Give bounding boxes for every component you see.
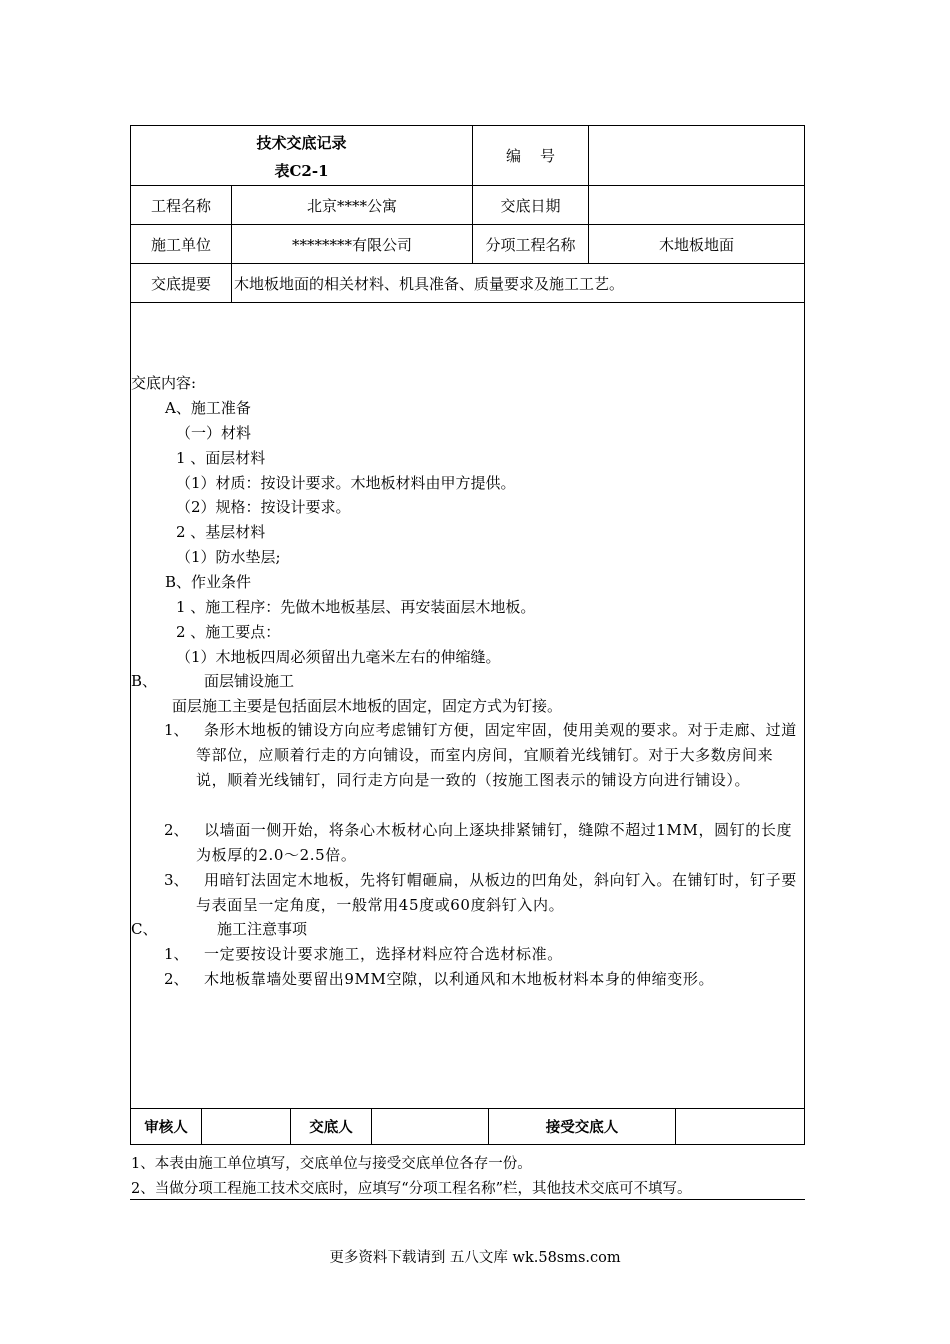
form-number: 表C2-1 (274, 161, 329, 180)
serial-label: 编 号 (505, 147, 556, 165)
item-number: 3、 (164, 871, 189, 889)
summary-label: 交底提要 (150, 274, 211, 293)
item-text: 一定要按设计要求施工，选择材料应符合选材标准。 (204, 945, 563, 963)
subproject-value[interactable]: 木地板地面 (658, 235, 734, 254)
serial-value[interactable] (589, 126, 804, 185)
section-marker: B、 (131, 672, 158, 690)
content-heading: 交底内容: (131, 374, 197, 392)
item-number: 1、 (164, 945, 189, 963)
receiver-value[interactable] (676, 1109, 804, 1144)
receiver-label: 接受交底人 (545, 1119, 619, 1136)
content-line: 1 、面层材料 (176, 449, 266, 467)
content-line: 1 、施工程序：先做木地板基层、再安装面层木地板。 (176, 598, 536, 616)
section-title: 施工注意事项 (217, 920, 308, 938)
project-name-value[interactable]: 北京****公寓 (306, 196, 397, 215)
content-line: （一）材料 (176, 424, 252, 442)
content-line: 2 、施工要点： (176, 623, 281, 641)
presenter-value[interactable] (372, 1109, 488, 1144)
presenter-label: 交底人 (309, 1119, 353, 1136)
summary-value[interactable]: 木地板地面的相关材料、机具准备、质量要求及施工工艺。 (234, 274, 625, 293)
content-line: （1）防水垫层; (176, 548, 281, 566)
content-line: （2）规格：按设计要求。 (176, 498, 351, 516)
item-text: 以墙面一侧开始，将条心木板材心向上逐块排紧铺钉，缝隙不超过1MM，圆钉的长度为板厚的2.0～2.5倍。 (196, 821, 793, 864)
form-title: 技术交底记录 (256, 133, 347, 152)
content-line: （1）材质：按设计要求。木地板材料由甲方提供。 (176, 474, 516, 492)
content-line: 2 、基层材料 (176, 523, 266, 541)
project-name-label: 工程名称 (150, 196, 211, 215)
item-number: 1、 (164, 721, 189, 739)
notes-divider (130, 1199, 805, 1200)
reviewer-label: 审核人 (144, 1119, 188, 1136)
content-line: （1）木地板四周必须留出九毫米左右的伸缩缝。 (176, 648, 501, 666)
content-line: 面层施工主要是包括面层木地板的固定，固定方式为钉接。 (172, 697, 563, 715)
item-text: 条形木地板的铺设方向应考虑铺钉方便，固定牢固，使用美观的要求。对于走廊、过道等部位，应顺着行走的方向铺设，而室内房间，宜顺着光线铺钉。对于大多数房间来说，顺着光线铺钉，同行走方向是一致的（按施工图表示的铺设方向进行铺设）。 (196, 721, 797, 789)
unit-label: 施工单位 (150, 235, 211, 254)
date-value[interactable] (589, 186, 804, 224)
note-1: 1、本表由施工单位填写，交底单位与接受交底单位各存一份。 (131, 1156, 532, 1172)
reviewer-value[interactable] (202, 1109, 290, 1144)
item-number: 2、 (164, 970, 189, 988)
section-title: 面层铺设施工 (204, 672, 295, 690)
content-line: A、施工准备 (165, 399, 251, 417)
subproject-label: 分项工程名称 (485, 235, 576, 254)
footer-text: 更多资料下载请到 五八文库 wk.58sms.com (329, 1249, 621, 1266)
note-2: 2、当做分项工程施工技术交底时，应填写“分项工程名称”栏，其他技术交底可不填写。 (131, 1181, 692, 1197)
unit-value[interactable]: ********有限公司 (291, 235, 412, 254)
item-text: 用暗钉法固定木地板，先将钉帽砸扁，从板边的凹角处，斜向钉入。在铺钉时，钉子要与表面呈一定角度，一般常用45度或60度斜钉入内。 (196, 871, 797, 914)
item-number: 2、 (164, 821, 189, 839)
item-text: 木地板靠墙处要留出9MM空隙，以利通风和木地板材料本身的伸缩变形。 (204, 970, 715, 988)
section-marker: C、 (131, 920, 158, 938)
date-label: 交底日期 (500, 196, 561, 215)
content-line: B、作业条件 (165, 573, 252, 591)
